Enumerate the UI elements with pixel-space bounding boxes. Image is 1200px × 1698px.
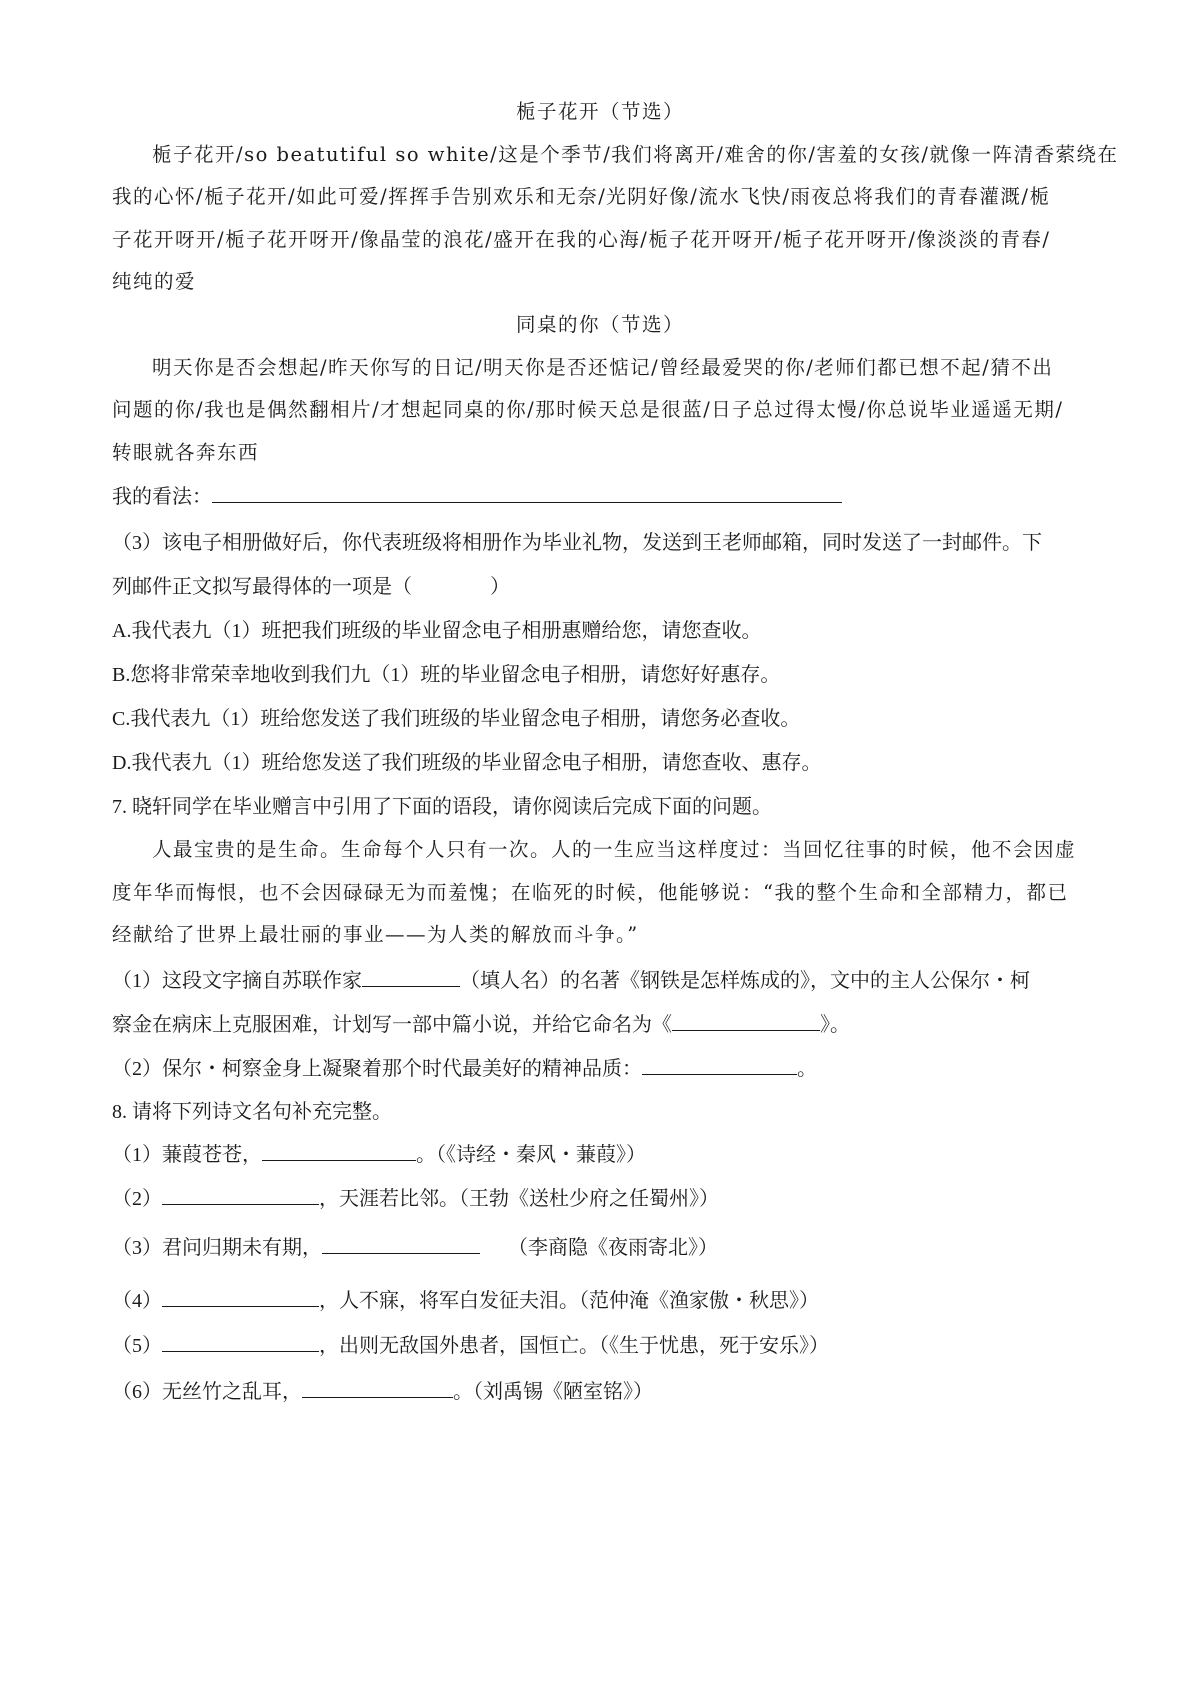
q8-item-5 [112, 1331, 829, 1360]
poem1-line: 栀子花开/so beatutiful so white/这是个季节/我们将离开/难舍的你/害羞的女孩/就像一阵清香萦绕在 [152, 143, 1119, 166]
q8-blank-1[interactable] [262, 1140, 416, 1161]
spirit-quality-blank[interactable] [642, 1054, 797, 1075]
q8-item-text: （2） [112, 1188, 162, 1210]
q7-sub1-text: 察金在病床上克服困难，计划写一部中篇小说，并给它命名为《 [112, 1014, 672, 1036]
q3-option-a[interactable]: A.我代表九（1）班把我们班级的毕业留念电子相册惠赠给您，请您查收。 [112, 620, 762, 642]
q8-item-text: （1）蒹葭苍苍， [112, 1144, 262, 1166]
q3-stem-paren: ） [490, 576, 510, 598]
q8-item-text: ，人不寐，将军白发征夫泪。（范仲淹《渔家傲・秋思》） [319, 1290, 819, 1312]
author-name-blank[interactable] [362, 966, 460, 987]
q8-blank-6[interactable] [302, 1377, 453, 1398]
q7-sub1-cont [112, 1010, 850, 1039]
my-view-line [112, 482, 842, 511]
q8-item-2 [112, 1184, 719, 1213]
q8-item-text: （李商隐《夜雨寄北》） [508, 1237, 718, 1259]
poem1-line: 子花开呀开/栀子花开呀开/像晶莹的浪花/盛开在我的心海/栀子花开呀开/栀子花开呀开/像淡淡的青春/ [112, 228, 1051, 251]
poem1-line: 我的心怀/栀子花开/如此可爱/挥挥手告别欢乐和无奈/光阴好像/流水飞快/雨夜总将我们的青春灌溉/栀 [112, 185, 1051, 208]
my-view-label: 我的看法： [112, 486, 212, 508]
q7-passage-line: 经献给了世界上最壮丽的事业——为人类的解放而斗争。” [112, 923, 639, 946]
q3-option-c[interactable]: C.我代表九（1）班给您发送了我们班级的毕业留念电子相册，请您务必查收。 [112, 708, 801, 730]
q8-stem: 8. 请将下列诗文名句补充完整。 [112, 1101, 392, 1123]
q8-item-text: （3）君问归期未有期， [112, 1237, 322, 1259]
q3-stem-line2 [112, 573, 510, 601]
q7-sub1-text: （填人名）的名著《钢铁是怎样炼成的》，文中的主人公保尔・柯 [460, 970, 1030, 992]
q3-stem-text: 列邮件正文拟写最得体的一项是（ [112, 576, 412, 598]
q7-stem: 7. 晓轩同学在毕业赠言中引用了下面的语段，请你阅读后完成下面的问题。 [112, 796, 772, 818]
q8-item-text: （5） [112, 1335, 162, 1357]
q8-item-4 [112, 1286, 819, 1315]
q8-blank-5[interactable] [162, 1331, 319, 1352]
q8-blank-2[interactable] [162, 1184, 319, 1205]
q7-passage-line: 度年华而悔恨，也不会因碌碌无为而羞愧；在临死的时候，他能够说：“我的整个生命和全部精力，都已 [112, 881, 1069, 904]
q3-option-b[interactable]: B.您将非常荣幸地收到我们九（1）班的毕业留念电子相册，请您好好惠存。 [112, 664, 781, 686]
q8-blank-4[interactable] [162, 1286, 319, 1307]
poem1-line: 纯纯的爱 [112, 270, 197, 293]
q7-passage-line: 人最宝贵的是生命。生命每个人只有一次。人的一生应当这样度过：当回忆往事的时候，他不会因虚 [152, 838, 1077, 861]
poem2-line: 问题的你/我也是偶然翻相片/才想起同桌的你/那时候天总是很蓝/日子总过得太慢/你总说毕业遥遥无期/ [112, 398, 1064, 421]
q7-sub2 [112, 1054, 817, 1083]
q8-item-text: ，天涯若比邻。（王勃《送杜少府之任蜀州》） [319, 1188, 719, 1210]
q7-sub2-text: （2）保尔・柯察金身上凝聚着那个时代最美好的精神品质： [112, 1058, 642, 1080]
q8-item-text: 。（《诗经・秦风・蒹葭》） [416, 1144, 646, 1166]
my-view-answer-blank[interactable] [212, 482, 842, 503]
q7-sub2-text: 。 [797, 1058, 817, 1080]
poem2-line: 转眼就各奔东西 [112, 441, 260, 464]
q7-sub1 [112, 966, 1030, 995]
q8-item-6 [112, 1377, 653, 1406]
q8-item-text: （4） [112, 1290, 162, 1312]
q8-item-text: ，出则无敌国外患者，国恒亡。（《生于忧患，死于安乐》） [319, 1335, 829, 1357]
novel-title-blank[interactable] [672, 1010, 820, 1031]
q8-item-text: （6）无丝竹之乱耳， [112, 1381, 302, 1403]
q3-option-d[interactable]: D.我代表九（1）班给您发送了我们班级的毕业留念电子相册，请您查收、惠存。 [112, 752, 822, 774]
poem2-title: 同桌的你（节选） [515, 313, 684, 336]
q8-item-1 [112, 1140, 646, 1169]
q3-stem: （3）该电子相册做好后，你代表班级将相册作为毕业礼物，发送到王老师邮箱，同时发送了一封邮件。下 [112, 532, 1042, 554]
q8-item-text: 。（刘禹锡《陋室铭》） [453, 1381, 653, 1403]
poem2-line: 明天你是否会想起/昨天你写的日记/明天你是否还惦记/曾经最爱哭的你/老师们都已想不起/猜不出 [152, 356, 1054, 379]
q8-item-3 [112, 1233, 718, 1262]
q8-blank-3[interactable] [322, 1233, 480, 1254]
q7-sub1-text: （1）这段文字摘自苏联作家 [112, 970, 362, 992]
q7-sub1-text: 》。 [820, 1014, 850, 1036]
poem1-title: 栀子花开（节选） [515, 100, 684, 123]
